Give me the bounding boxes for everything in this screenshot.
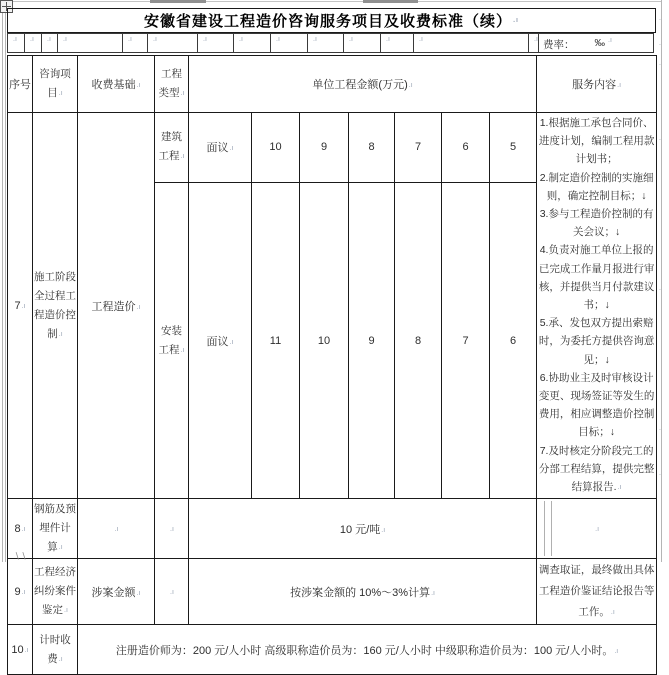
row7-installation-type: 安装工程.ı [155, 182, 189, 498]
gridline [544, 501, 545, 556]
row9-item: 工程经济纠纷案件鉴定.ı [33, 559, 78, 625]
grid-cell: .ı [122, 33, 148, 53]
gridline [551, 501, 552, 556]
col-header-item: 咨询项目.ı [33, 56, 78, 113]
grid-cell: .ı [7, 33, 25, 53]
row9-type-empty: .ı [155, 559, 189, 625]
col-header-service: 服务内容.ı [537, 56, 657, 113]
row-7-building [8, 113, 657, 183]
grid-cell: .ı [24, 33, 42, 53]
margin-mark: . [659, 40, 661, 47]
amount-cell: 10 [300, 182, 349, 498]
page-edge-line-left-inner [5, 0, 6, 562]
service-line: 5.承、发包双方提出索赔时，为委托方提供咨询意见；↓ [538, 317, 655, 366]
grid-cell: .ı [380, 33, 414, 53]
col-header-basis: 收费基础.ı [78, 56, 155, 113]
page-edge-line-right [661, 0, 662, 562]
margin-mark: . [659, 15, 661, 22]
amount-cell: 11 [252, 182, 300, 498]
service-line: 7.及时核定分阶段完工的分部工程结算，提供完整结算报告..ı [538, 444, 655, 494]
amount-cell: 7 [442, 182, 490, 498]
amount-cell: 9 [300, 113, 349, 183]
grid-cell: .ı [233, 33, 271, 53]
row7-building-negotiable: 面议.ı [189, 113, 252, 183]
service-line: 2.制定造价控制的实施细则，确定控制目标；↓ [539, 171, 654, 202]
page-edge-line-top [13, 1, 661, 2]
col-header-no: 序号 [8, 56, 33, 113]
service-line: 1.根据施工承包合同价、进度计划，编制工程用款计划书； [538, 117, 655, 166]
row7-no: 7.ı [8, 113, 33, 499]
header-row [8, 56, 657, 113]
service-line: 3.参与工程造价控制的有关会议；↓ [539, 208, 654, 239]
row-10 [8, 625, 657, 675]
rate-label: 费率： [543, 39, 575, 51]
row7-basis: 工程造价.ı [78, 113, 155, 499]
service-line: 4.负责对施工单位上报的已完成工作量月报进行审核，并提供当月付款建议书；↓ [538, 244, 655, 312]
page-edge-line-left-outer [2, 0, 3, 562]
row-9 [8, 559, 657, 625]
row7-building-type: 建筑工程.ı [155, 113, 189, 183]
grid-cell: .ı [528, 33, 539, 53]
row7-installation-negotiable: 面议.ı [189, 182, 252, 498]
amount-cell: 8 [349, 113, 395, 183]
service-line: 6.协助业主及时审核设计变更、现场签证等发生的费用，相应调整造价控制目标；↓ [538, 371, 655, 439]
row8-fee: 10 元/吨.ı [189, 499, 537, 559]
row10-no: 10.ı [8, 625, 33, 675]
table-title-row [7, 8, 656, 33]
grid-cell: .ı [413, 33, 529, 53]
row9-service-content: 调查取证，最终做出具体工程造价鉴证结论报告等工作。.ı [537, 559, 657, 625]
margin-mark: . [659, 285, 661, 292]
row9-fee: 按涉案金额的 10%～3%计算.ı [189, 559, 537, 625]
grid-cell: .ı [197, 33, 234, 53]
amount-cell: 8 [395, 182, 442, 498]
row9-basis: 涉案金额.ı [78, 559, 155, 625]
end-of-cell-mark: .ı [513, 17, 519, 24]
fee-table [7, 55, 657, 675]
grid-cell: .ı [57, 33, 123, 53]
margin-mark: . [659, 470, 661, 477]
rate-unit: ‰ [594, 37, 605, 49]
top-ruler-segment [363, 0, 418, 3]
row7-service-content [537, 113, 657, 499]
row8-item: 钢筋及预埋件计算.ı [33, 499, 78, 559]
row7-item: 施工阶段全过程工程造价控制.ı [33, 113, 78, 499]
grid-cell: .ı [270, 33, 308, 53]
grid-cell: .ı [343, 33, 381, 53]
row8-service-empty: .ı [537, 499, 657, 559]
col-header-type: 工程类型.ı [155, 56, 189, 113]
rate-cell: 费率： ‰ .ı [538, 33, 654, 53]
amount-cell: 7 [395, 113, 442, 183]
amount-cell: 10 [252, 113, 300, 183]
grid-cell: .ı [41, 33, 58, 53]
row-8 [8, 499, 657, 559]
col-header-amount: 单位工程金额(万元).ı [189, 56, 537, 113]
paragraph-mark: ∖∖ [14, 551, 28, 561]
row10-item: 计时收费.ı [33, 625, 78, 675]
margin-mark: . [659, 135, 661, 142]
margin-mark: . [659, 425, 661, 432]
page-title: 安徽省建设工程造价咨询服务项目及收费标准（续） [144, 13, 513, 30]
row8-basis-empty: .ı [78, 499, 155, 559]
top-ruler-segment [150, 0, 206, 3]
margin-mark: . [659, 60, 661, 67]
grid-cell: .ı [307, 33, 344, 53]
row10-fee: 注册造价师为：200 元/人小时 高级职称造价员为：160 元/人小时 中级职称造价员为：100 元/人小时。.ı [78, 625, 657, 675]
amount-cell: 5 [490, 113, 537, 183]
amount-cell: 6 [490, 182, 537, 498]
grid-cell: .ı [147, 33, 198, 53]
row9-no: 9.ı [8, 559, 33, 625]
row8-no: 8.ı [8, 499, 33, 559]
amount-cell: 6 [442, 113, 490, 183]
amount-cell: 9 [349, 182, 395, 498]
row8-type-empty: .ı [155, 499, 189, 559]
